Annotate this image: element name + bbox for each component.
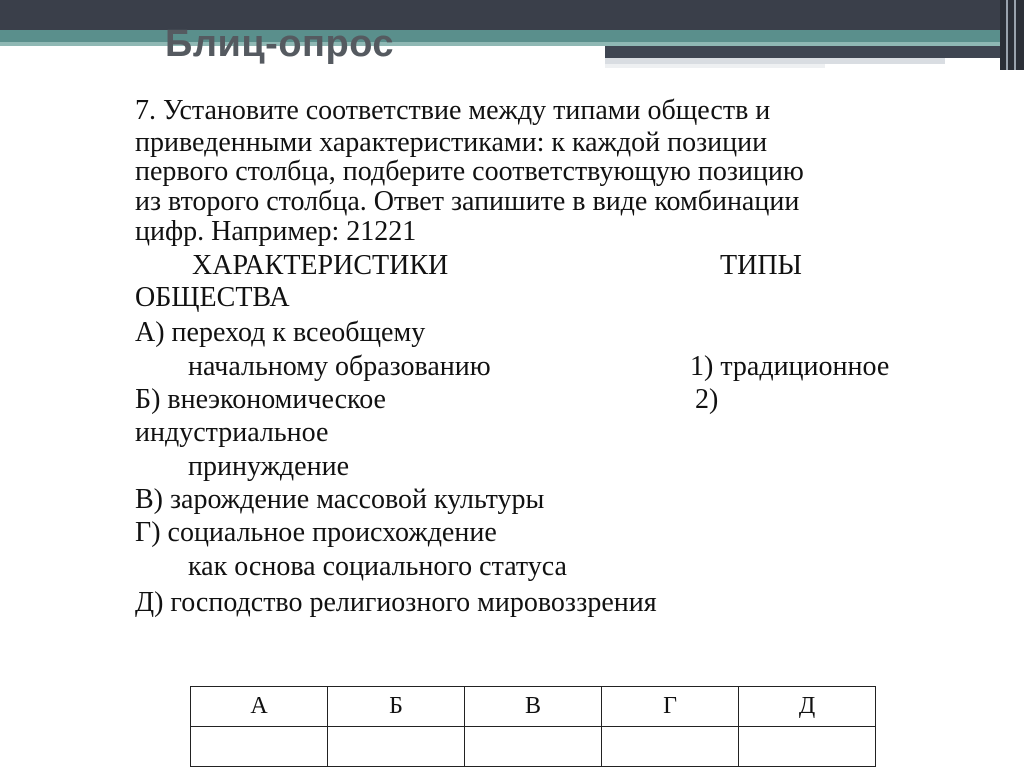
header-types-continued: ОБЩЕСТВА <box>135 282 290 313</box>
question-line: первого столбца, подберите соответствующую позицию <box>135 156 804 187</box>
strip-line <box>1006 0 1008 70</box>
answer-col-header: Г <box>602 687 739 727</box>
strip-line <box>1014 0 1016 70</box>
answer-cell[interactable] <box>465 727 602 767</box>
slide-top-bar <box>0 0 1024 30</box>
header-characteristics: ХАРАКТЕРИСТИКИ <box>192 250 449 281</box>
answer-cell[interactable] <box>328 727 465 767</box>
answer-cell[interactable] <box>602 727 739 767</box>
item-d-line1: Г) социальное происхождение <box>135 517 497 548</box>
answer-col-header: В <box>465 687 602 727</box>
header-types: ТИПЫ <box>720 250 802 281</box>
slide-title: Блиц-опрос <box>165 23 395 65</box>
question-line: из второго столбца. Ответ запишите в виде комбинации <box>135 186 800 217</box>
answer-col-header: Б <box>328 687 465 727</box>
answer-table-header-row <box>191 687 876 727</box>
slide-accent-band <box>605 46 1000 58</box>
answer-col-header: Д <box>739 687 876 727</box>
answer-cell[interactable] <box>191 727 328 767</box>
item-e: Д) господство религиозного мировоззрения <box>135 587 657 618</box>
question-line: приведенными характеристиками: к каждой позиции <box>135 127 768 158</box>
item-a-line2: начальному образованию <box>188 351 491 382</box>
question-line: 7. Установите соответствие между типами обществ и <box>135 95 771 126</box>
slide-teal-stripe <box>0 30 1000 42</box>
item-a-line1: А) переход к всеобщему <box>135 317 426 348</box>
question-line: цифр. Например: 21221 <box>135 216 417 247</box>
type-1: 1) традиционное <box>690 351 890 382</box>
item-c: В) зарождение массовой культуры <box>135 484 545 515</box>
answer-table <box>190 686 876 767</box>
item-d-line2: как основа социального статуса <box>188 551 567 582</box>
type-2-label: индустриальное <box>135 417 329 448</box>
item-b-line2: принуждение <box>188 451 349 482</box>
slide-accent-band-lighter <box>605 64 825 68</box>
slide-right-strip <box>1000 0 1024 70</box>
answer-table-input-row <box>191 727 876 767</box>
item-b-line1: Б) внеэкономическое <box>135 384 386 415</box>
answer-col-header: А <box>191 687 328 727</box>
type-2-number: 2) <box>695 384 719 415</box>
answer-cell[interactable] <box>739 727 876 767</box>
